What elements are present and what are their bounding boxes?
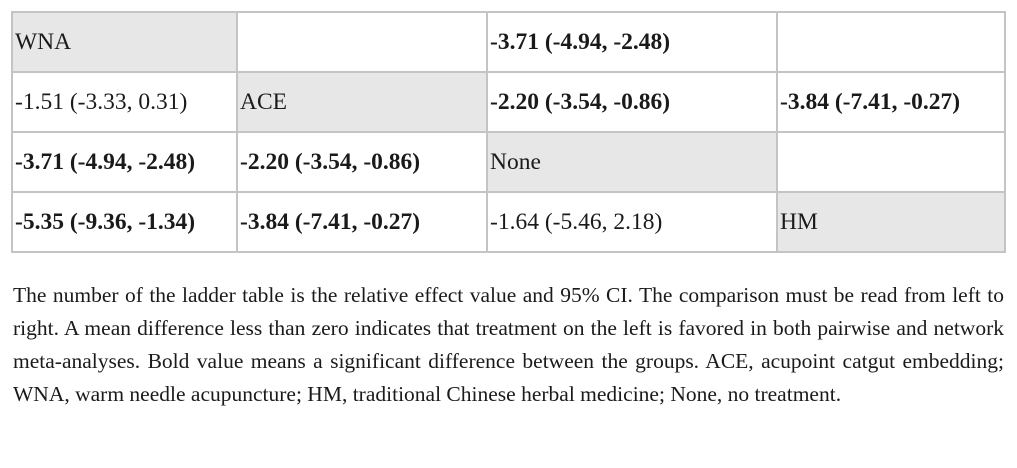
table-cell xyxy=(237,12,487,72)
table-cell xyxy=(777,132,1005,192)
table-cell: -5.35 (-9.36, -1.34) xyxy=(12,192,237,252)
table-cell xyxy=(777,12,1005,72)
table-row xyxy=(12,132,1005,192)
table-row xyxy=(12,192,1005,252)
table-row xyxy=(12,72,1005,132)
table-cell: -2.20 (-3.54, -0.86) xyxy=(487,72,777,132)
table-cell: -3.84 (-7.41, -0.27) xyxy=(777,72,1005,132)
table-row xyxy=(12,12,1005,72)
table-cell: ACE xyxy=(237,72,487,132)
table-cell: -1.51 (-3.33, 0.31) xyxy=(12,72,237,132)
table-footnote: The number of the ladder table is the relative effect value and 95% CI. The comparison must be read from left to right. A mean difference less than zero indicates that treatment on the left is favored in both pairwise and network meta-analyses. Bold value means a significant difference between the groups. ACE, acupoint catgut embedding; WNA, warm needle acupuncture; HM, traditional Chinese herbal medicine; None, no treatment. xyxy=(13,283,1004,406)
table-cell: -3.84 (-7.41, -0.27) xyxy=(237,192,487,252)
league-table xyxy=(11,11,1006,253)
table-cell: WNA xyxy=(12,12,237,72)
table-cell: -2.20 (-3.54, -0.86) xyxy=(237,132,487,192)
table-cell: -3.71 (-4.94, -2.48) xyxy=(487,12,777,72)
table-cell: None xyxy=(487,132,777,192)
table-cell: HM xyxy=(777,192,1005,252)
table-cell: -3.71 (-4.94, -2.48) xyxy=(12,132,237,192)
table-cell: -1.64 (-5.46, 2.18) xyxy=(487,192,777,252)
